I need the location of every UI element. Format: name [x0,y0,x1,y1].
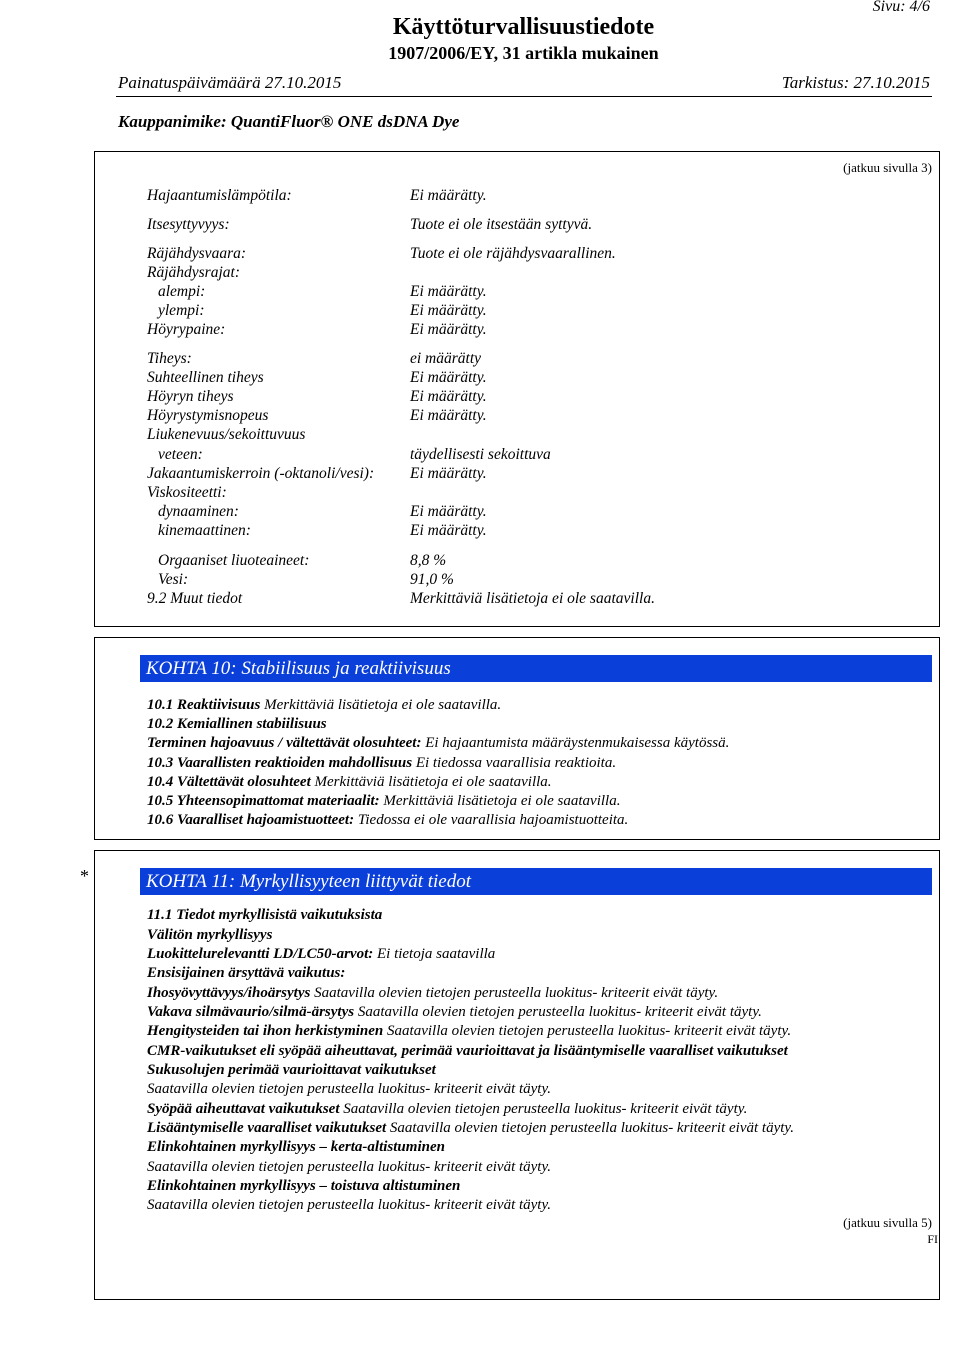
row-label: Terminen hajoavuus / vältettävät olosuhteet: [147,735,422,751]
property-label: Räjähdysrajat: [147,264,240,281]
row-text: Saatavilla olevien tietojen perusteella luokitus- kriteerit eivät täyty. [387,1023,792,1039]
header-divider [116,96,932,97]
row-label: 10.5 Yhteensopimattomat materiaalit: [147,793,380,809]
row-text: Saatavilla olevien tietojen perusteella luokitus- kriteerit eivät täyty. [314,985,719,1001]
property-value: Ei määrätty. [410,302,487,319]
row-text: Merkittäviä lisätietoja ei ole saatavilla. [314,774,552,790]
row-label: 10.4 Vältettävät olosuhteet [147,774,311,790]
row-label: Ihosyövyttävyys/ihoärsytys [147,985,311,1001]
row-label: Elinkohtainen myrkyllisyys – kerta-altistuminen [147,1139,445,1155]
row-label: Lisääntymiselle vaaralliset vaikutukset [147,1120,387,1136]
property-value: täydellisesti sekoittuva [410,446,551,463]
property-label: Räjähdysvaara: [147,245,247,262]
document-title: Käyttöturvallisuustiedote [392,14,655,40]
property-label: Vesi: [158,571,189,588]
row-label: Syöpää aiheuttavat vaikutukset [147,1101,340,1117]
section-11-row [147,1062,436,1079]
row-text: Ei tietoja saatavilla [376,946,496,962]
section-11-row [147,965,345,982]
property-label: veteen: [158,446,203,463]
property-value: Ei määrätty. [410,321,487,338]
property-label: Suhteellinen tiheys [147,369,264,386]
property-label: Orgaaniset liuoteaineet: [158,552,310,569]
section-11-row [147,1101,747,1118]
document-subtitle: 1907/2006/EY, 31 artikla mukainen [388,43,659,63]
section-11-row [147,1159,551,1176]
section-11-heading: KOHTA 11: Myrkyllisyyteen liittyvät tiedot [140,868,932,895]
property-value: Merkittäviä lisätietoja ei ole saatavilla. [410,590,655,607]
section-11-row [147,1197,551,1214]
property-value: Ei määrätty. [410,369,487,386]
row-text: Merkittäviä lisätietoja ei ole saatavilla. [383,793,621,809]
section-11-row [147,1139,445,1156]
section-11-row [147,1004,762,1021]
row-text: Saatavilla olevien tietojen perusteella luokitus- kriteerit eivät täyty. [389,1120,794,1136]
print-date: Painatuspäivämäärä 27.10.2015 [118,73,342,92]
section-10-row [147,812,628,829]
row-label: 10.2 Kemiallinen stabiilisuus [147,716,327,732]
property-label: Liukenevuus/sekoittuvuus [147,426,306,443]
property-value: Ei määrätty. [410,503,487,520]
section-11-row [147,907,382,924]
property-value: Ei määrätty. [410,187,487,204]
row-label: 11.1 Tiedot myrkyllisistä vaikutuksista [147,907,383,923]
property-value: Ei määrätty. [410,407,487,424]
row-text: Saatavilla olevien tietojen perusteella luokitus- kriteerit eivät täyty. [147,1081,552,1097]
property-label: Hajaantumislämpötila: [147,187,292,204]
section-10-row [147,793,620,810]
property-label: kinemaattinen: [158,522,251,539]
row-label: 10.3 Vaarallisten reaktioiden mahdollisuus [147,755,413,771]
row-label: Vakava silmävaurio/silmä-ärsytys [147,1004,355,1020]
row-label: Elinkohtainen myrkyllisyys – toistuva altistuminen [147,1178,461,1194]
row-label: Sukusolujen perimää vaurioittavat vaikutukset [147,1062,436,1078]
section-10-row [147,735,729,752]
section-11-row [147,1043,788,1060]
section-10-row [147,774,552,791]
section-11-row [147,1120,794,1137]
section-11-row [147,927,272,944]
section-11-row [147,946,495,963]
section-10-row [147,697,501,714]
property-value: Ei määrätty. [410,465,487,482]
property-label: Viskositeetti: [147,484,227,501]
revision-date: Tarkistus: 27.10.2015 [781,73,930,92]
property-label: ylempi: [158,302,205,319]
property-label: dynaaminen: [158,503,239,520]
product-name: Kauppanimike: QuantiFluor® ONE dsDNA Dye [118,112,460,131]
continued-to-note: (jatkuu sivulla 5) [843,1215,932,1230]
property-value: 8,8 % [410,552,447,569]
section-11-row [147,985,718,1002]
property-label: Höyrystymisnopeus [147,407,269,424]
row-label: 10.1 Reaktiivisuus [147,697,261,713]
row-label: Välitön myrkyllisyys [147,927,273,943]
continued-from-note: (jatkuu sivulla 3) [843,160,932,175]
row-label: Luokittelurelevantti LD/LC50-arvot: [147,946,374,962]
section-10-heading: KOHTA 10: Stabiilisuus ja reaktiivisuus [140,655,932,682]
language-code: FI [927,1232,938,1246]
property-value: Ei määrätty. [410,388,487,405]
section-10-row [147,755,616,772]
property-label: Jakaantumiskerroin (-oktanoli/vesi): [147,465,375,482]
property-label: alempi: [158,283,206,300]
property-value: Ei määrätty. [410,522,487,539]
section-11-row [147,1178,460,1195]
section-10-row [147,716,327,733]
property-label: Höyrypaine: [147,321,226,338]
property-value: Tuote ei ole itsestään syttyvä. [410,216,593,233]
section-11-row [147,1081,551,1098]
row-text: Saatavilla olevien tietojen perusteella luokitus- kriteerit eivät täyty. [343,1101,748,1117]
property-value: 91,0 % [410,571,454,588]
revision-marker: * [80,866,89,886]
page-number: Sivu: 4/6 [872,0,930,15]
property-label: Itsesyttyvyys: [147,216,230,233]
row-label: Ensisijainen ärsyttävä vaikutus: [147,965,346,981]
row-text: Tiedossa ei ole vaarallisia hajoamistuotteita. [357,812,629,828]
property-value: ei määrätty [410,350,482,367]
property-value: Tuote ei ole räjähdysvaarallinen. [410,245,616,262]
property-label: Höyryn tiheys [147,388,234,405]
row-label: 10.6 Vaaralliset hajoamistuotteet: [147,812,355,828]
row-text: Saatavilla olevien tietojen perusteella luokitus- kriteerit eivät täyty. [357,1004,762,1020]
row-text: Ei hajaantumista määräystenmukaisessa käytössä. [425,735,730,751]
row-label: Hengitysteiden tai ihon herkistyminen [147,1023,384,1039]
section-11-row [147,1023,791,1040]
property-label: 9.2 Muut tiedot [147,590,243,607]
row-text: Merkittäviä lisätietoja ei ole saatavilla. [264,697,502,713]
row-text: Saatavilla olevien tietojen perusteella luokitus- kriteerit eivät täyty. [147,1197,552,1213]
row-label: CMR-vaikutukset eli syöpää aiheuttavat, perimää vaurioittavat ja lisääntymiselle vaaralliset vaikutukset [147,1043,788,1059]
property-label: Tiheys: [147,350,192,367]
row-text: Saatavilla olevien tietojen perusteella luokitus- kriteerit eivät täyty. [147,1159,552,1175]
row-text: Ei tiedossa vaarallisia reaktioita. [415,755,617,771]
property-value: Ei määrätty. [410,283,487,300]
